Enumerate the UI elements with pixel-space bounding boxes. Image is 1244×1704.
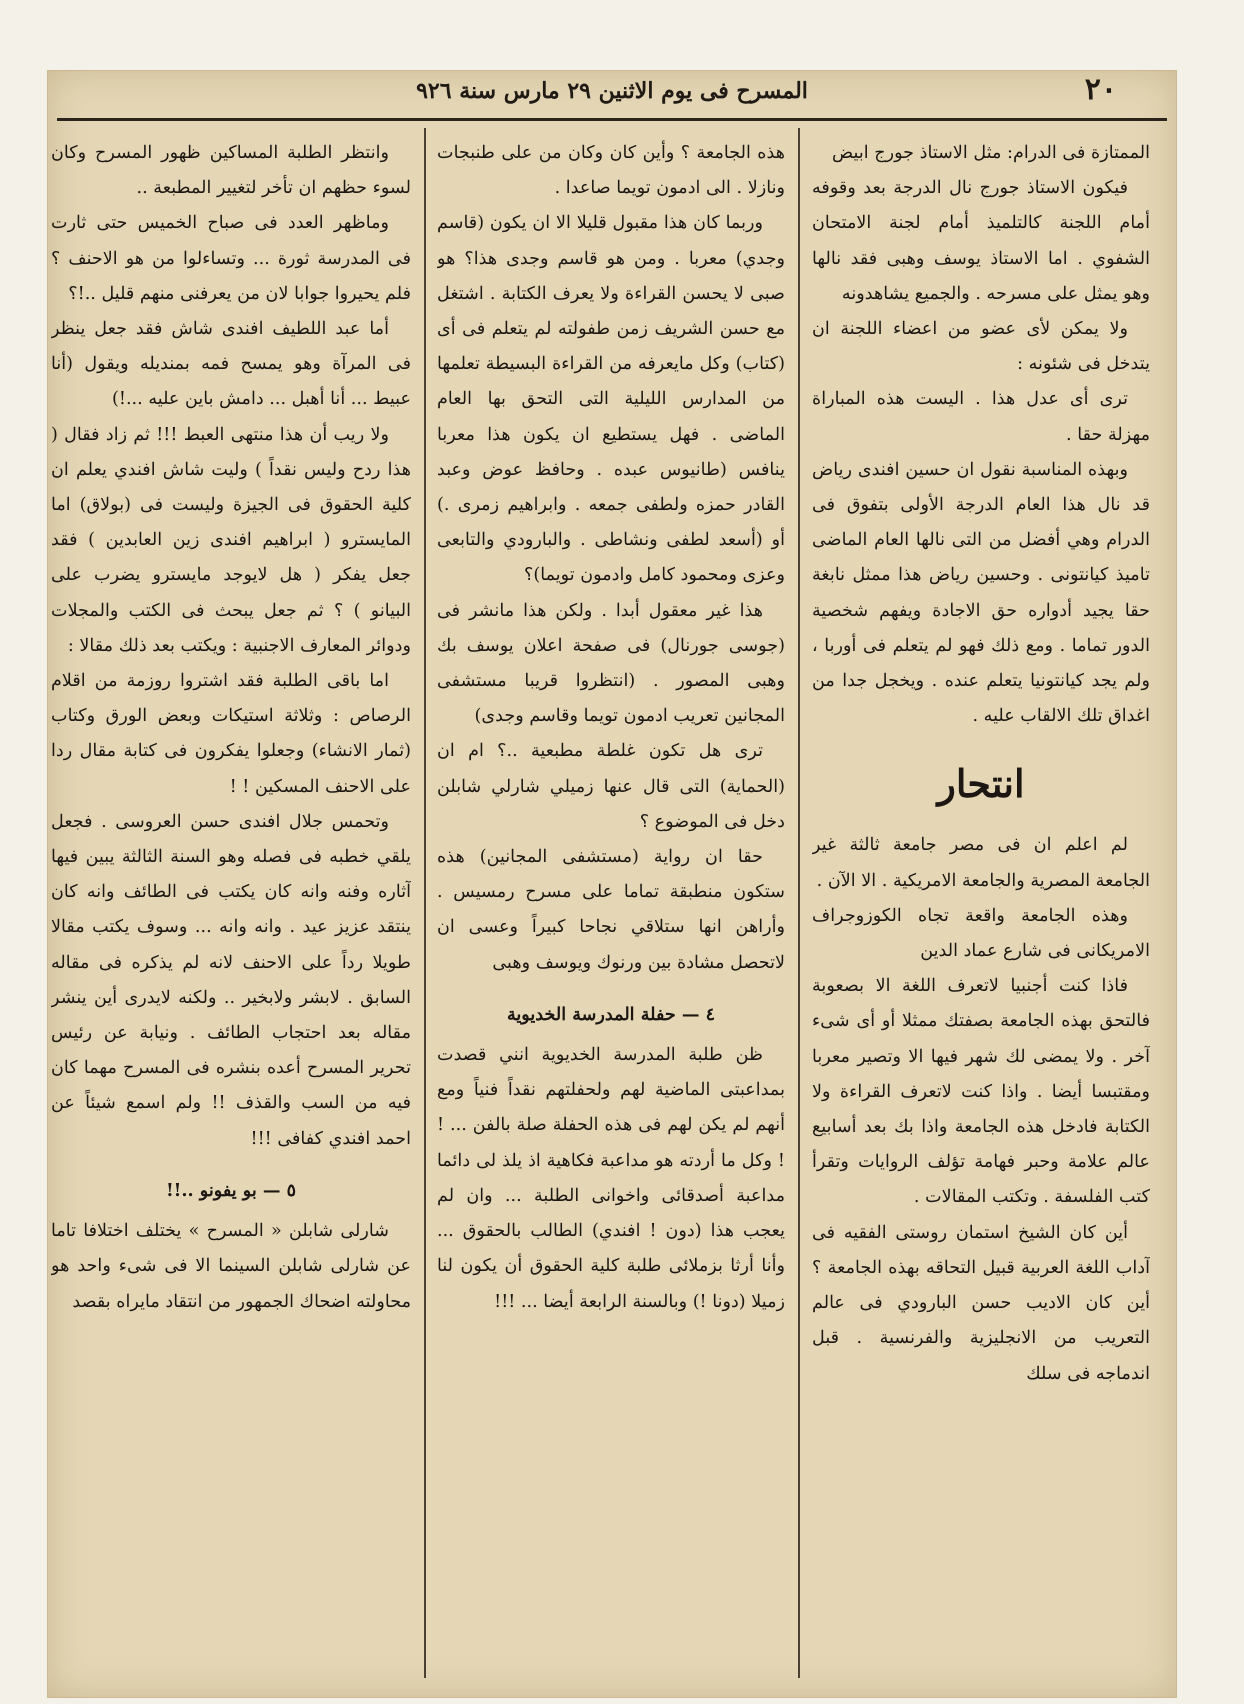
page-header bbox=[47, 70, 1177, 118]
article-paragraph: وربما كان هذا مقبول قليلا الا ان يكون (قاسم وجدي) معربا . ومن هو قاسم وجدى هذا؟ هو صبى لا يحسن القراءة ولا يعرف الكتابة . اشتغل مع حسن الشريف زمن طفولته لم يتعلم فى أى (كتاب) وكل مايعرفه من القراءة البسيطة تعلمها من المدارس الليلية التى التحق بها العام الماضى . فهل يستطيع ان يكون هذا معربا ينافس (طانيوس عبده . وحافظ عوض وعبد القادر حمزه ولطفى جمعه . وابراهيم زمرى .) أو (أسعد لطفى ونشاطى . والبارودي والتابعى وعزى ومحمود كامل وادمون تويما)؟ bbox=[437, 213, 785, 586]
article-paragraph: أين كان الشيخ استمان روستى الفقيه فى آداب اللغة العربية قبيل التحاقه بهذه الجامعة ؟ أين كان الاديب حسن البارودي فى عالم التعريب من الانجليزية والفرنسية . قبل اندماجه فى سلك bbox=[812, 1222, 1150, 1384]
article-paragraph: هذه الجامعة ؟ وأين كان وكان من على طنبجات ونازلا . الى ادمون تويما صاعدا . bbox=[437, 143, 785, 199]
article-paragraph: لم اعلم ان فى مصر جامعة ثالثة غير الجامعة المصرية والجامعة الامريكية . الا الآن . bbox=[812, 835, 1150, 891]
middle-column bbox=[437, 136, 785, 1678]
left-column bbox=[51, 136, 411, 1678]
article-paragraph: وتحمس جلال افندى حسن العروسى . فجعل يلقي خطبه فى فصله وهو السنة الثالثة يبين فيها آثاره وفنه وانه كان يكتب فى الطائف وانه كان ينتقد عزيز عيد . وانه وانه ... وسوف يكتب مقالا طويلا رداً على الاحنف لانه لم يذكره فى مقاله السابق . لابشر ولابخير .. ولكنه لايدرى أين ينشر مقاله بعد احتجاب الطائف . ونيابة عن رئيس تحرير المسرح أعده بنشره فى المسرح مهما كان فيه من السب والقذف !! ولم اسمع شيئاً عن احمد افندي كفافى !!! bbox=[51, 811, 411, 1149]
article-paragraph: وماظهر العدد فى صباح الخميس حتى ثارت فى المدرسة ثورة ... وتساءلوا من هو الاحنف ؟ فلم يحيروا جوابا لان من يعرفنى منهم قليل ..!؟ bbox=[51, 213, 411, 304]
article-paragraph: شارلى شابلن « المسرح » يختلف اختلافا تاما عن شارلى شابلن السينما الا فى شىء واحد هو محاولته اضحاك الجمهور من انتقاد مايراه بقصد bbox=[51, 1221, 411, 1312]
article-paragraph: أما عبد اللطيف افندى شاش فقد جعل ينظر فى المرآة وهو يمسح فمه بمنديله ويقول (أنا عبيط ... أنا أهبل ... دامش باين عليه ...!) bbox=[51, 319, 411, 410]
article-paragraph: فاذا كنت أجنبيا لاتعرف اللغة الا بصعوبة فالتحق بهذه الجامعة بصفتك ممثلا أو أى شىء آخر . ولا يمضى لك شهر فيها الا وتصير معربا ومقتبسا أيضا . واذا كنت لاتعرف القراءة ولا الكتابة فادخل هذه الجامعة واذا بك بعد أسابيع عالم علامة وحبر فهامة تؤلف الروايات وتقرأ كتب الفلسفة . وتكتب المقالات . bbox=[812, 976, 1150, 1208]
subsection-title: ٥ — بو يفونو ..!! bbox=[165, 1179, 297, 1201]
article-paragraph: وانتظر الطلبة المساكين ظهور المسرح وكان لسوء حظهم ان تأخر لتغيير المطبعة .. bbox=[51, 143, 411, 199]
article-paragraph: وبهذه المناسبة نقول ان حسين افندى رياض قد نال هذا العام الدرجة الأولى بتفوق فى الدرام وهي أفضل من التى نالها العام الماضى تاميذ كيانتونى . وحسين رياض هذا ممثل نابغة حقا يجيد أدواره حق الاجادة ويفهم شخصية الدور تماما . ومع ذلك فهو لم يتعلم فى أوربا ، ولم يجد كيانتونيا يتعلم عنده . ويخجل جدا من اغداق تلك الالقاب عليه . bbox=[812, 459, 1150, 727]
article-paragraph: هذا غير معقول أبدا . ولكن هذا مانشر فى (جوسى جورنال) فى صفحة اعلان يوسف بك وهبى المصور . (انتظروا قريبا مستشفى المجانين تعريب ادمون تويما وقاسم وجدى) bbox=[437, 600, 785, 727]
column-divider-left bbox=[424, 128, 426, 1678]
article-paragraph: حقا ان رواية (مستشفى المجانين) هذه ستكون منطبقة تماما على مسرح رمسيس . وأراهن انها ستلاقي نجاحا كبيراً وعسى ان لاتحصل مشادة بين ورنوك ويوسف وهبى bbox=[437, 847, 785, 973]
column-divider-right bbox=[798, 128, 800, 1678]
article-paragraph: ترى هل تكون غلطة مطبعية ..؟ ام ان (الحماية) التى قال عنها زميلي شارلي شابلن دخل فى الموضوع ؟ bbox=[437, 741, 785, 832]
article-paragraph: ظن طلبة المدرسة الخديوية انني قصدت بمداعبتى الماضية لهم ولحفلتهم نقداً فنياً ومع أنهم لم يكن لهم فى هذه الحفلة صلة بالفن ... ! ! وكل ما أردته هو مداعبة فكاهية اذ يلذ لى دائما مداعبة أصدقائى واخوانى الطلبة ... وان لم يعجب هذا (دون ! افندي) الطالب بالحقوق ... وأنا أرثا بزملائى طلبة كلية الحقوق أن يكون لنا زميلا (دونا !) وبالسنة الرابعة أيضا ... !!! bbox=[437, 1045, 785, 1312]
header-rule bbox=[57, 118, 1167, 121]
page-number: ٢٠ bbox=[1084, 72, 1117, 107]
article-paragraph: ولا يمكن لأى عضو من اعضاء اللجنة ان يتدخل فى شئونه : bbox=[812, 319, 1150, 375]
right-column bbox=[812, 136, 1150, 1678]
article-paragraph: الممتازة فى الدرام: مثل الاستاذ جورج ابيض bbox=[832, 143, 1150, 163]
article-paragraph: وهذه الجامعة واقعة تجاه الكوزوجراف الامريكانى فى شارع عماد الدين bbox=[812, 905, 1150, 962]
header-title: المسرح فى يوم الاثنين ٢٩ مارس سنة ٩٢٦ bbox=[416, 78, 808, 104]
article-paragraph: فيكون الاستاذ جورج نال الدرجة بعد وقوفه أمام اللجنة كالتلميذ أمام لجنة الامتحان الشفوي . اما الاستاذ يوسف وهبى فقد نالها وهو يمثل على مسرحه . والجميع يشاهدونه bbox=[812, 178, 1150, 304]
article-paragraph: اما باقى الطلبة فقد اشتروا روزمة من اقلام الرصاص : وثلاثة استيكات وبعض الورق وكتاب (ثمار الانشاء) وجعلوا يفكرون فى كتابة مقال ردا على الاحنف المسكين ! ! bbox=[51, 671, 411, 797]
subsection-title: ٤ — حفلة المدرسة الخديوية bbox=[506, 1003, 716, 1025]
section-title: انتحار bbox=[937, 761, 1025, 807]
article-paragraph: ولا ريب أن هذا منتهى العبط !!! ثم زاد فقال ( هذا ردح وليس نقداً ) وليت شاش افندي يعلم ان كلية الحقوق فى الجيزة وليست فى (بولاق) اما المايسترو ( ابراهيم افندى زين العابدين ) فقد جعل يفكر ( هل لايوجد مايسترو يضرب على البيانو ) ؟ ثم جعل يبحث فى الكتب والمجلات ودوائر المعارف الاجنبية : ويكتب بعد ذلك مقالا : bbox=[51, 424, 411, 656]
article-paragraph: ترى أى عدل هذا . اليست هذه المباراة مهزلة حقا . bbox=[812, 389, 1150, 445]
newspaper-page bbox=[47, 70, 1177, 1698]
